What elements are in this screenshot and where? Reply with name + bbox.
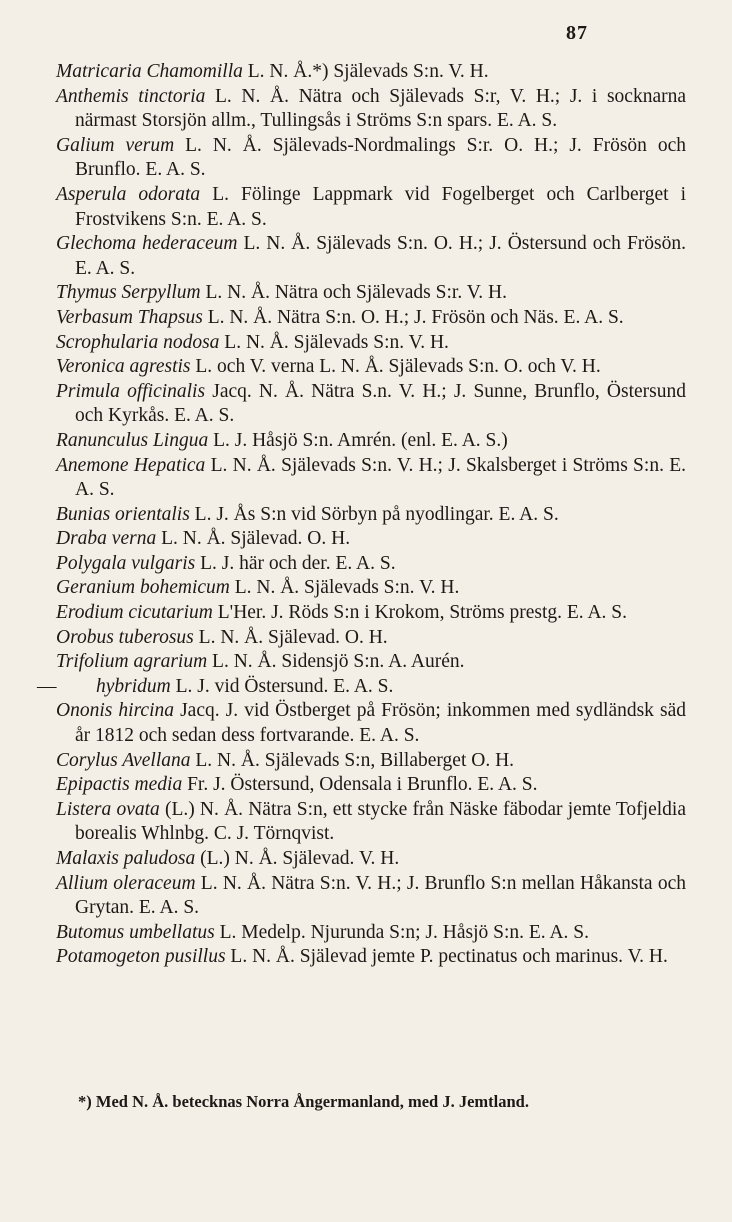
species-name: Asperula odorata — [56, 183, 201, 205]
ditto-dash: — — [37, 675, 57, 697]
locality-text: L. N. Å. Själevads S:n. O. H.; J. Östersund och Frösön. E. A. S. — [75, 233, 686, 279]
species-entry — [56, 699, 686, 748]
species-entry — [56, 626, 686, 651]
locality-text: L. N. Å. Själevads S:n, Billaberget O. H. — [190, 749, 515, 771]
locality-text: L. och V. verna L. N. Å. Själevads S:n. O. och V. H. — [190, 356, 601, 378]
locality-text: L. N. Å. Själevads S:n. V. H. — [229, 577, 460, 599]
species-entry — [56, 921, 686, 946]
locality-text: L. N. Å. Nätra S:n. V. H.; J. Brunflo S:n mellan Håkansta och Grytan. E. A. S. — [75, 872, 686, 919]
locality-text: L. J. Ås S:n vid Sörbyn på nyodlingar. E. A. S. — [189, 503, 559, 525]
species-entry — [56, 773, 686, 798]
locality-text: (L.) N. Å. Nätra S:n, ett stycke från Näske fäbodar jemte Tofjeldia borealis Whlnbg. C. J. Törnqvist. — [75, 798, 686, 845]
species-name: Erodium cicutarium — [56, 602, 213, 624]
locality-text: L. N. Å. Själevad. O. H. — [193, 626, 388, 648]
locality-text: L. N. Å. Själevad. O. H. — [156, 528, 351, 550]
locality-text: L. N. Å.*) Själevads S:n. V. H. — [242, 61, 489, 82]
footnote: *) Med N. Å. betecknas Norra Ångermanland, med J. Jemtland. — [78, 1092, 529, 1111]
locality-text: L. N. Å. Själevads S:n. V. H.; J. Skalsberget i Ströms S:n. E. A. S. — [75, 454, 686, 501]
species-list — [37, 60, 686, 970]
locality-text: L. J. vid Östersund. E. A. S. — [170, 675, 394, 697]
species-name: Bunias orientalis — [56, 503, 190, 525]
species-name: Ranunculus Lingua — [56, 429, 209, 451]
species-entry — [56, 380, 686, 429]
species-entry — [56, 331, 686, 356]
species-entry — [56, 281, 686, 306]
species-name: Primula officinalis — [56, 380, 206, 402]
species-entry — [56, 429, 686, 454]
species-entry — [56, 650, 686, 675]
locality-text: Jacq. J. vid Östberget på Frösön; inkommen med sydländsk säd år 1812 och sedan dess fortvarande. E. A. S. — [75, 700, 686, 747]
locality-text: Jacq. N. Å. Nätra S.n. V. H.; J. Sunne, Brunflo, Östersund och Kyrkås. E. A. S. — [75, 380, 686, 427]
species-name: hybridum — [96, 675, 171, 697]
species-name: Polygala vulgaris — [56, 552, 196, 574]
species-entry — [56, 232, 686, 281]
species-name: Potamogeton pusillus — [56, 946, 226, 968]
species-name: Epipactis media — [56, 774, 183, 796]
species-entry — [56, 355, 686, 380]
locality-text: L. N. Å. Själevads S:n. V. H. — [219, 331, 449, 353]
species-entry — [37, 675, 686, 700]
species-name: Galium verum — [56, 134, 175, 156]
locality-text: L. J. Håsjö S:n. Amrén. (enl. E. A. S.) — [208, 429, 508, 451]
locality-text: L. N. Å. Själevads-Nordmalings S:r. O. H.; J. Frösön och Brunflo. E. A. S. — [75, 134, 686, 181]
species-entry — [56, 798, 686, 847]
species-name: Scrophularia nodosa — [56, 331, 220, 353]
locality-text: Fr. J. Östersund, Odensala i Brunflo. E. A. S. — [182, 774, 538, 796]
species-name: Glechoma hederaceum — [56, 233, 238, 255]
locality-text: (L.) N. Å. Själevad. V. H. — [195, 848, 400, 869]
species-name: Trifolium agrarium — [56, 651, 208, 673]
species-name: Allium oleraceum — [56, 872, 196, 894]
species-name: Matricaria Chamomilla — [56, 61, 243, 82]
species-entry — [56, 945, 686, 970]
species-name: Anthemis tinctoria — [56, 85, 206, 107]
locality-text: L. N. Å. Nätra S:n. O. H.; J. Frösön och Näs. E. A. S. — [202, 306, 624, 328]
species-name: Geranium bohemicum — [56, 577, 230, 599]
species-entry — [56, 454, 686, 503]
species-name: Thymus Serpyllum — [56, 282, 201, 304]
species-entry — [56, 601, 686, 626]
species-name: Verbasum Thapsus — [56, 306, 203, 328]
species-entry — [56, 749, 686, 774]
species-entry — [56, 576, 686, 601]
species-name: Malaxis paludosa — [56, 848, 196, 869]
species-name: Orobus tuberosus — [56, 626, 194, 648]
species-entry — [56, 85, 686, 134]
species-entry — [56, 503, 686, 528]
species-entry — [56, 872, 686, 921]
locality-text: L. N. Å. Själevad jemte P. pectinatus och marinus. V. H. — [225, 946, 668, 968]
species-entry — [56, 134, 686, 183]
species-entry — [56, 552, 686, 577]
species-entry — [56, 60, 686, 85]
locality-text: L. Medelp. Njurunda S:n; J. Håsjö S:n. E. A. S. — [214, 921, 590, 943]
locality-text: L. Fölinge Lappmark vid Fogelberget och Carlberget i Frostvikens S:n. E. A. S. — [75, 183, 686, 230]
species-name: Anemone Hepatica — [56, 454, 206, 476]
locality-text: L. N. Å. Nätra och Själevads S:r, V. H.; J. i socknarna närmast Storsjön allm., Tullingsås i Ströms S:n spars. E. A. S. — [75, 85, 686, 132]
species-name: Butomus umbellatus — [56, 921, 215, 943]
locality-text: L. N. Å. Sidensjö S:n. A. Aurén. — [207, 651, 465, 673]
species-name: Corylus Avellana — [56, 749, 191, 771]
species-name: Veronica agrestis — [56, 356, 191, 378]
species-entry — [56, 847, 686, 872]
species-entry — [56, 306, 686, 331]
species-name: Draba verna — [56, 528, 157, 550]
locality-text: L. J. här och der. E. A. S. — [195, 552, 396, 574]
species-name: Listera ovata — [56, 798, 160, 820]
locality-text: L'Her. J. Röds S:n i Krokom, Ströms prestg. E. A. S. — [212, 602, 628, 624]
page-number: 87 — [566, 22, 588, 44]
species-entry — [56, 527, 686, 552]
species-name: Ononis hircina — [56, 700, 175, 722]
locality-text: L. N. Å. Nätra och Själevads S:r. V. H. — [200, 282, 507, 304]
species-entry — [56, 183, 686, 232]
